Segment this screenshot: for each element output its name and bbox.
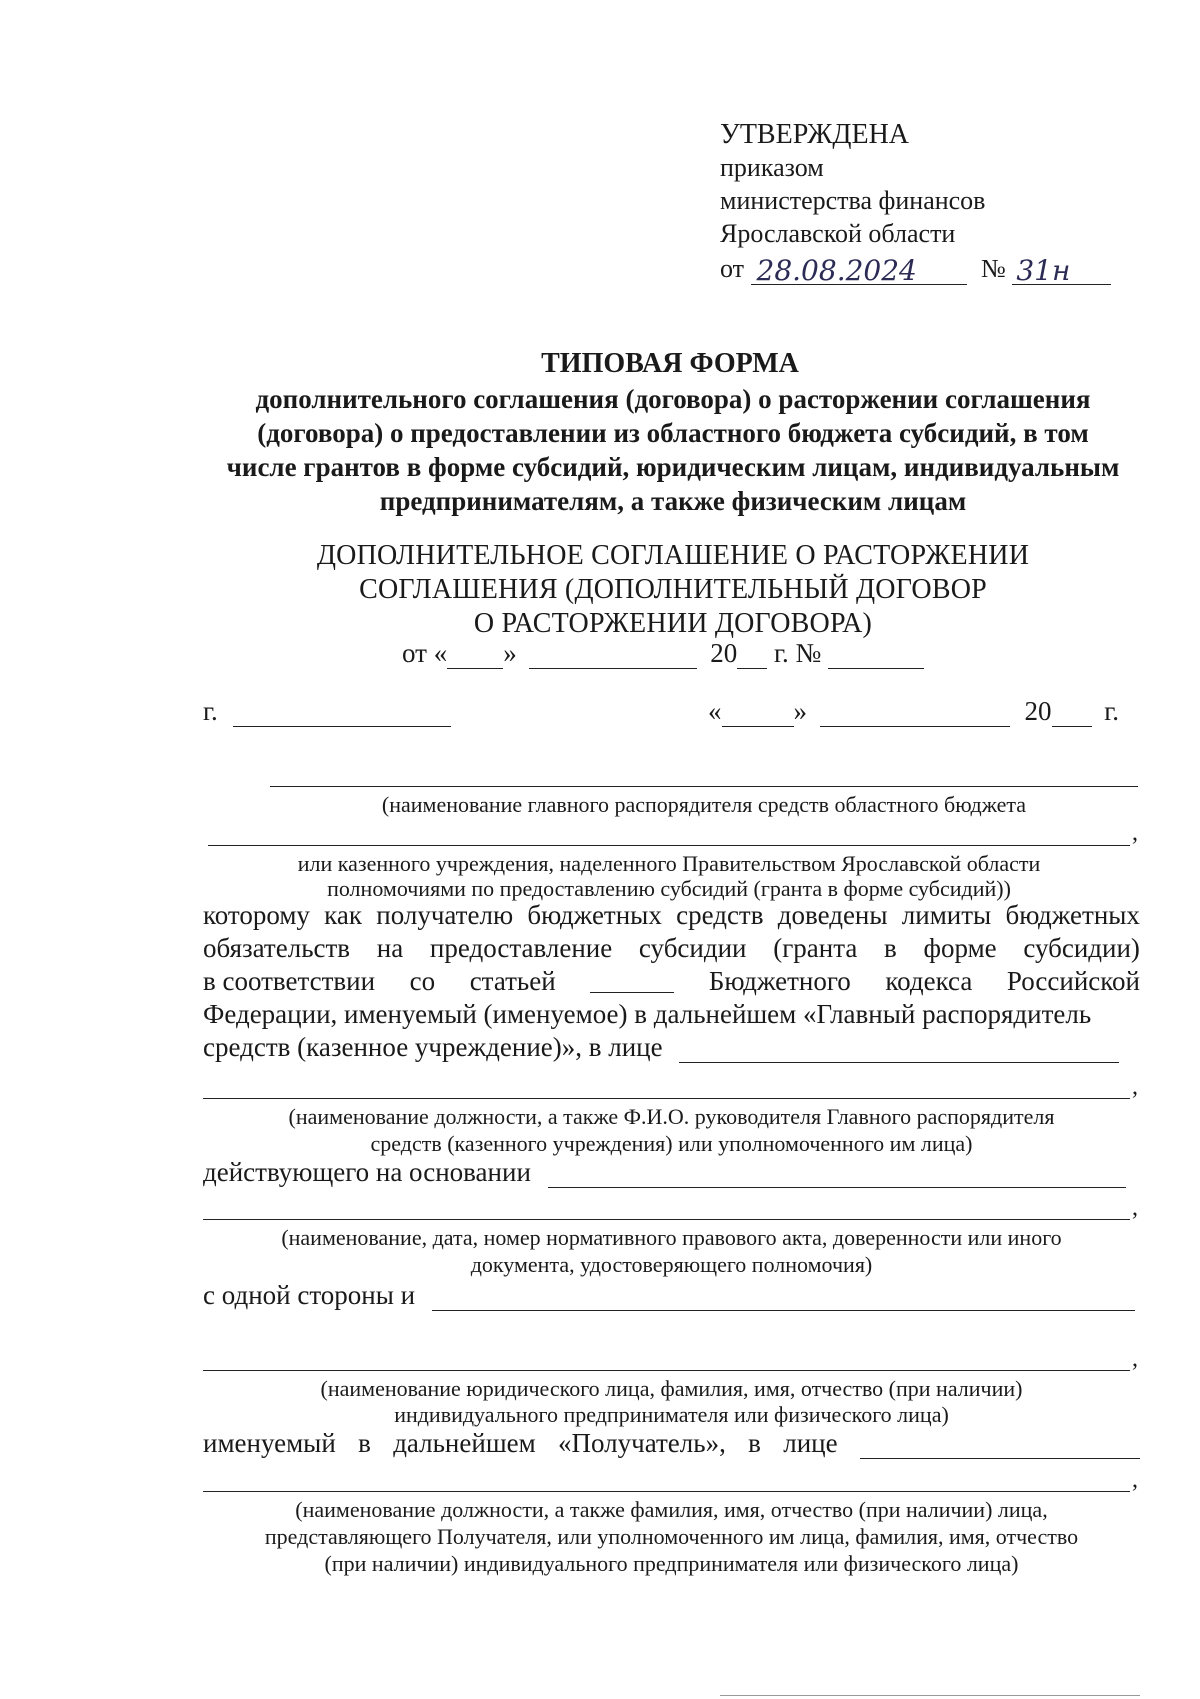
word: в: [884, 933, 897, 963]
named-row: [203, 1428, 1140, 1459]
sign-date-open-quote: «: [708, 696, 722, 726]
word: кодекса: [885, 966, 973, 996]
caption-distributor-3: полномочиями по предоставлению субсидий (гранта в форме субсидий)): [327, 876, 1011, 901]
word: именуемый: [203, 1428, 336, 1458]
caption-act-1: (наименование, дата, номер нормативного правового акта, доверенности или иного: [281, 1225, 1062, 1250]
distributor-name-line: [270, 786, 1138, 787]
word: бюджетных: [1005, 900, 1140, 930]
body-line-2: [203, 933, 1140, 964]
approval-date-prefix: от: [720, 254, 745, 283]
comma: ,: [1132, 820, 1138, 846]
acting-row: [203, 1157, 1126, 1188]
approval-number-handwritten: 31н: [1016, 254, 1071, 287]
sign-date-year: 20: [1024, 696, 1052, 726]
doc-date-year-suffix: г. №: [773, 638, 822, 668]
in-person-label: средств (казенное учреждение)», в лице: [203, 1032, 663, 1062]
act-line: [203, 1219, 1130, 1220]
caption-rep-3: (при наличии) индивидуального предпринимателя или физического лица): [324, 1551, 1019, 1576]
sign-date-row: [708, 696, 1119, 727]
distributor-name-line-2: [208, 845, 1130, 846]
word: бюджетных: [527, 900, 662, 930]
form-subtitle-line-4: предпринимателям, а также физическим лицам: [379, 486, 967, 516]
doc-date-year: 20: [710, 638, 738, 668]
representative-line: [203, 1491, 1130, 1492]
form-title: ТИПОВАЯ ФОРМА: [541, 348, 799, 379]
one-side-row: [203, 1280, 1135, 1311]
caption-distributor-2: или казенного учреждения, наделенного Правительством Ярославской области: [297, 851, 1041, 876]
place-city-field: [233, 696, 451, 727]
caption-position-2: средств (казенного учреждения) или уполномоченного им лица): [370, 1131, 973, 1156]
approval-date-row: [720, 252, 1111, 285]
comma: ,: [1132, 1467, 1138, 1493]
word: в: [748, 1428, 761, 1458]
word: получателю: [376, 900, 514, 930]
doc-title-line-2: СОГЛАШЕНИЯ (ДОПОЛНИТЕЛЬНЫЙ ДОГОВОР: [359, 574, 987, 605]
word: которому: [203, 900, 310, 930]
doc-date-close-quote: »: [503, 638, 517, 668]
caption-act-2: документа, удостоверяющего полномочия): [470, 1252, 873, 1277]
caption-rep-1: (наименование должности, а также фамилия, имя, отчество (при наличии) лица,: [295, 1497, 1048, 1522]
approval-line-ministry: министерства финансов: [720, 186, 986, 215]
doc-date-year-field: [737, 638, 767, 669]
approval-number-prefix: №: [981, 254, 1006, 283]
word: в соответствии: [203, 966, 376, 996]
position-line: [203, 1098, 1130, 1099]
word: со: [409, 966, 436, 996]
word: Бюджетного: [708, 966, 851, 996]
page-bottom-rule: [720, 1695, 1140, 1696]
caption-entity-1: (наименование юридического лица, фамилия, имя, отчество (при наличии): [320, 1376, 1023, 1401]
acting-basis-field: [548, 1157, 1126, 1188]
word: лимиты: [901, 900, 992, 930]
word: как: [324, 900, 362, 930]
caption-distributor-1: (наименование главного распорядителя средств областного бюджета: [381, 792, 1027, 817]
word: форме: [923, 933, 997, 963]
word: дальнейшем: [393, 1428, 536, 1458]
approval-line-region: Ярославской области: [720, 219, 956, 248]
word: (гранта: [773, 933, 858, 963]
comma: ,: [1132, 1074, 1138, 1100]
one-side-label: с одной стороны и: [203, 1280, 416, 1310]
body-line-4: Федерации, именуемый (именуемое) в дальнейшем «Главный распорядитель: [203, 999, 1092, 1029]
doc-number-field: [828, 638, 924, 669]
approval-block: [720, 118, 1111, 285]
word: средств: [676, 900, 764, 930]
doc-date-month-field: [529, 638, 697, 669]
word: субсидии): [1023, 933, 1140, 963]
word: лице: [783, 1428, 838, 1458]
word: субсидии: [638, 933, 747, 963]
sign-date-day-field: [722, 696, 794, 727]
body-line-5: [203, 1032, 1119, 1063]
word: обязательств: [203, 933, 351, 963]
word: в: [358, 1428, 371, 1458]
word: Российской: [1006, 966, 1140, 996]
entity-line: [203, 1370, 1130, 1371]
body-line-1: [203, 900, 1140, 931]
doc-title-line-1: ДОПОЛНИТЕЛЬНОЕ СОГЛАШЕНИЕ О РАСТОРЖЕНИИ: [316, 540, 1030, 571]
sign-date-month-field: [820, 696, 1010, 727]
body-line-3: [203, 966, 1140, 997]
doc-date-from: от «: [402, 638, 448, 668]
caption-entity-2: индивидуального предпринимателя или физического лица): [394, 1402, 949, 1427]
place-row: [203, 696, 451, 727]
head-name-field: [679, 1032, 1119, 1063]
sign-date-year-field: [1052, 696, 1092, 727]
acting-label: действующего на основании: [203, 1157, 531, 1187]
doc-title-line-3: О РАСТОРЖЕНИИ ДОГОВОРА): [473, 608, 873, 639]
caption-rep-2: представляющего Получателя, или уполномоченного им лица, фамилия, имя, отчество: [264, 1524, 1079, 1549]
sign-date-close-quote: »: [793, 696, 807, 726]
word: доведены: [777, 900, 888, 930]
approval-line-order: приказом: [720, 153, 824, 182]
word: статьей: [469, 966, 556, 996]
form-subtitle-line-3: числе грантов в форме субсидий, юридическим лицам, индивидуальным: [226, 452, 1120, 482]
caption-position-1: (наименование должности, а также Ф.И.О. руководителя Главного распорядителя: [288, 1104, 1055, 1129]
word: «Получатель»,: [558, 1428, 726, 1458]
approval-date-handwritten: 28.08.2024: [756, 254, 917, 287]
form-subtitle-line-2: (договора) о предоставлении из областного бюджета субсидий, в том: [257, 418, 1089, 448]
recipient-name-field: [432, 1280, 1135, 1311]
form-subtitle-line-1: дополнительного соглашения (договора) о расторжении соглашения: [255, 384, 1091, 414]
recipient-rep-field: [860, 1428, 1140, 1459]
place-city-prefix: г.: [203, 696, 218, 726]
doc-date-line: [402, 638, 924, 669]
comma: ,: [1132, 1195, 1138, 1221]
word: на: [376, 933, 404, 963]
approval-stamp-title: УТВЕРЖДЕНА: [720, 119, 910, 150]
comma: ,: [1132, 1346, 1138, 1372]
sign-date-year-suffix: г.: [1104, 696, 1120, 726]
doc-date-day-field: [447, 638, 503, 669]
approval-number-field: [1012, 254, 1111, 285]
approval-date-field: [751, 254, 967, 285]
article-number-field: [590, 966, 674, 993]
word: предоставление: [429, 933, 613, 963]
